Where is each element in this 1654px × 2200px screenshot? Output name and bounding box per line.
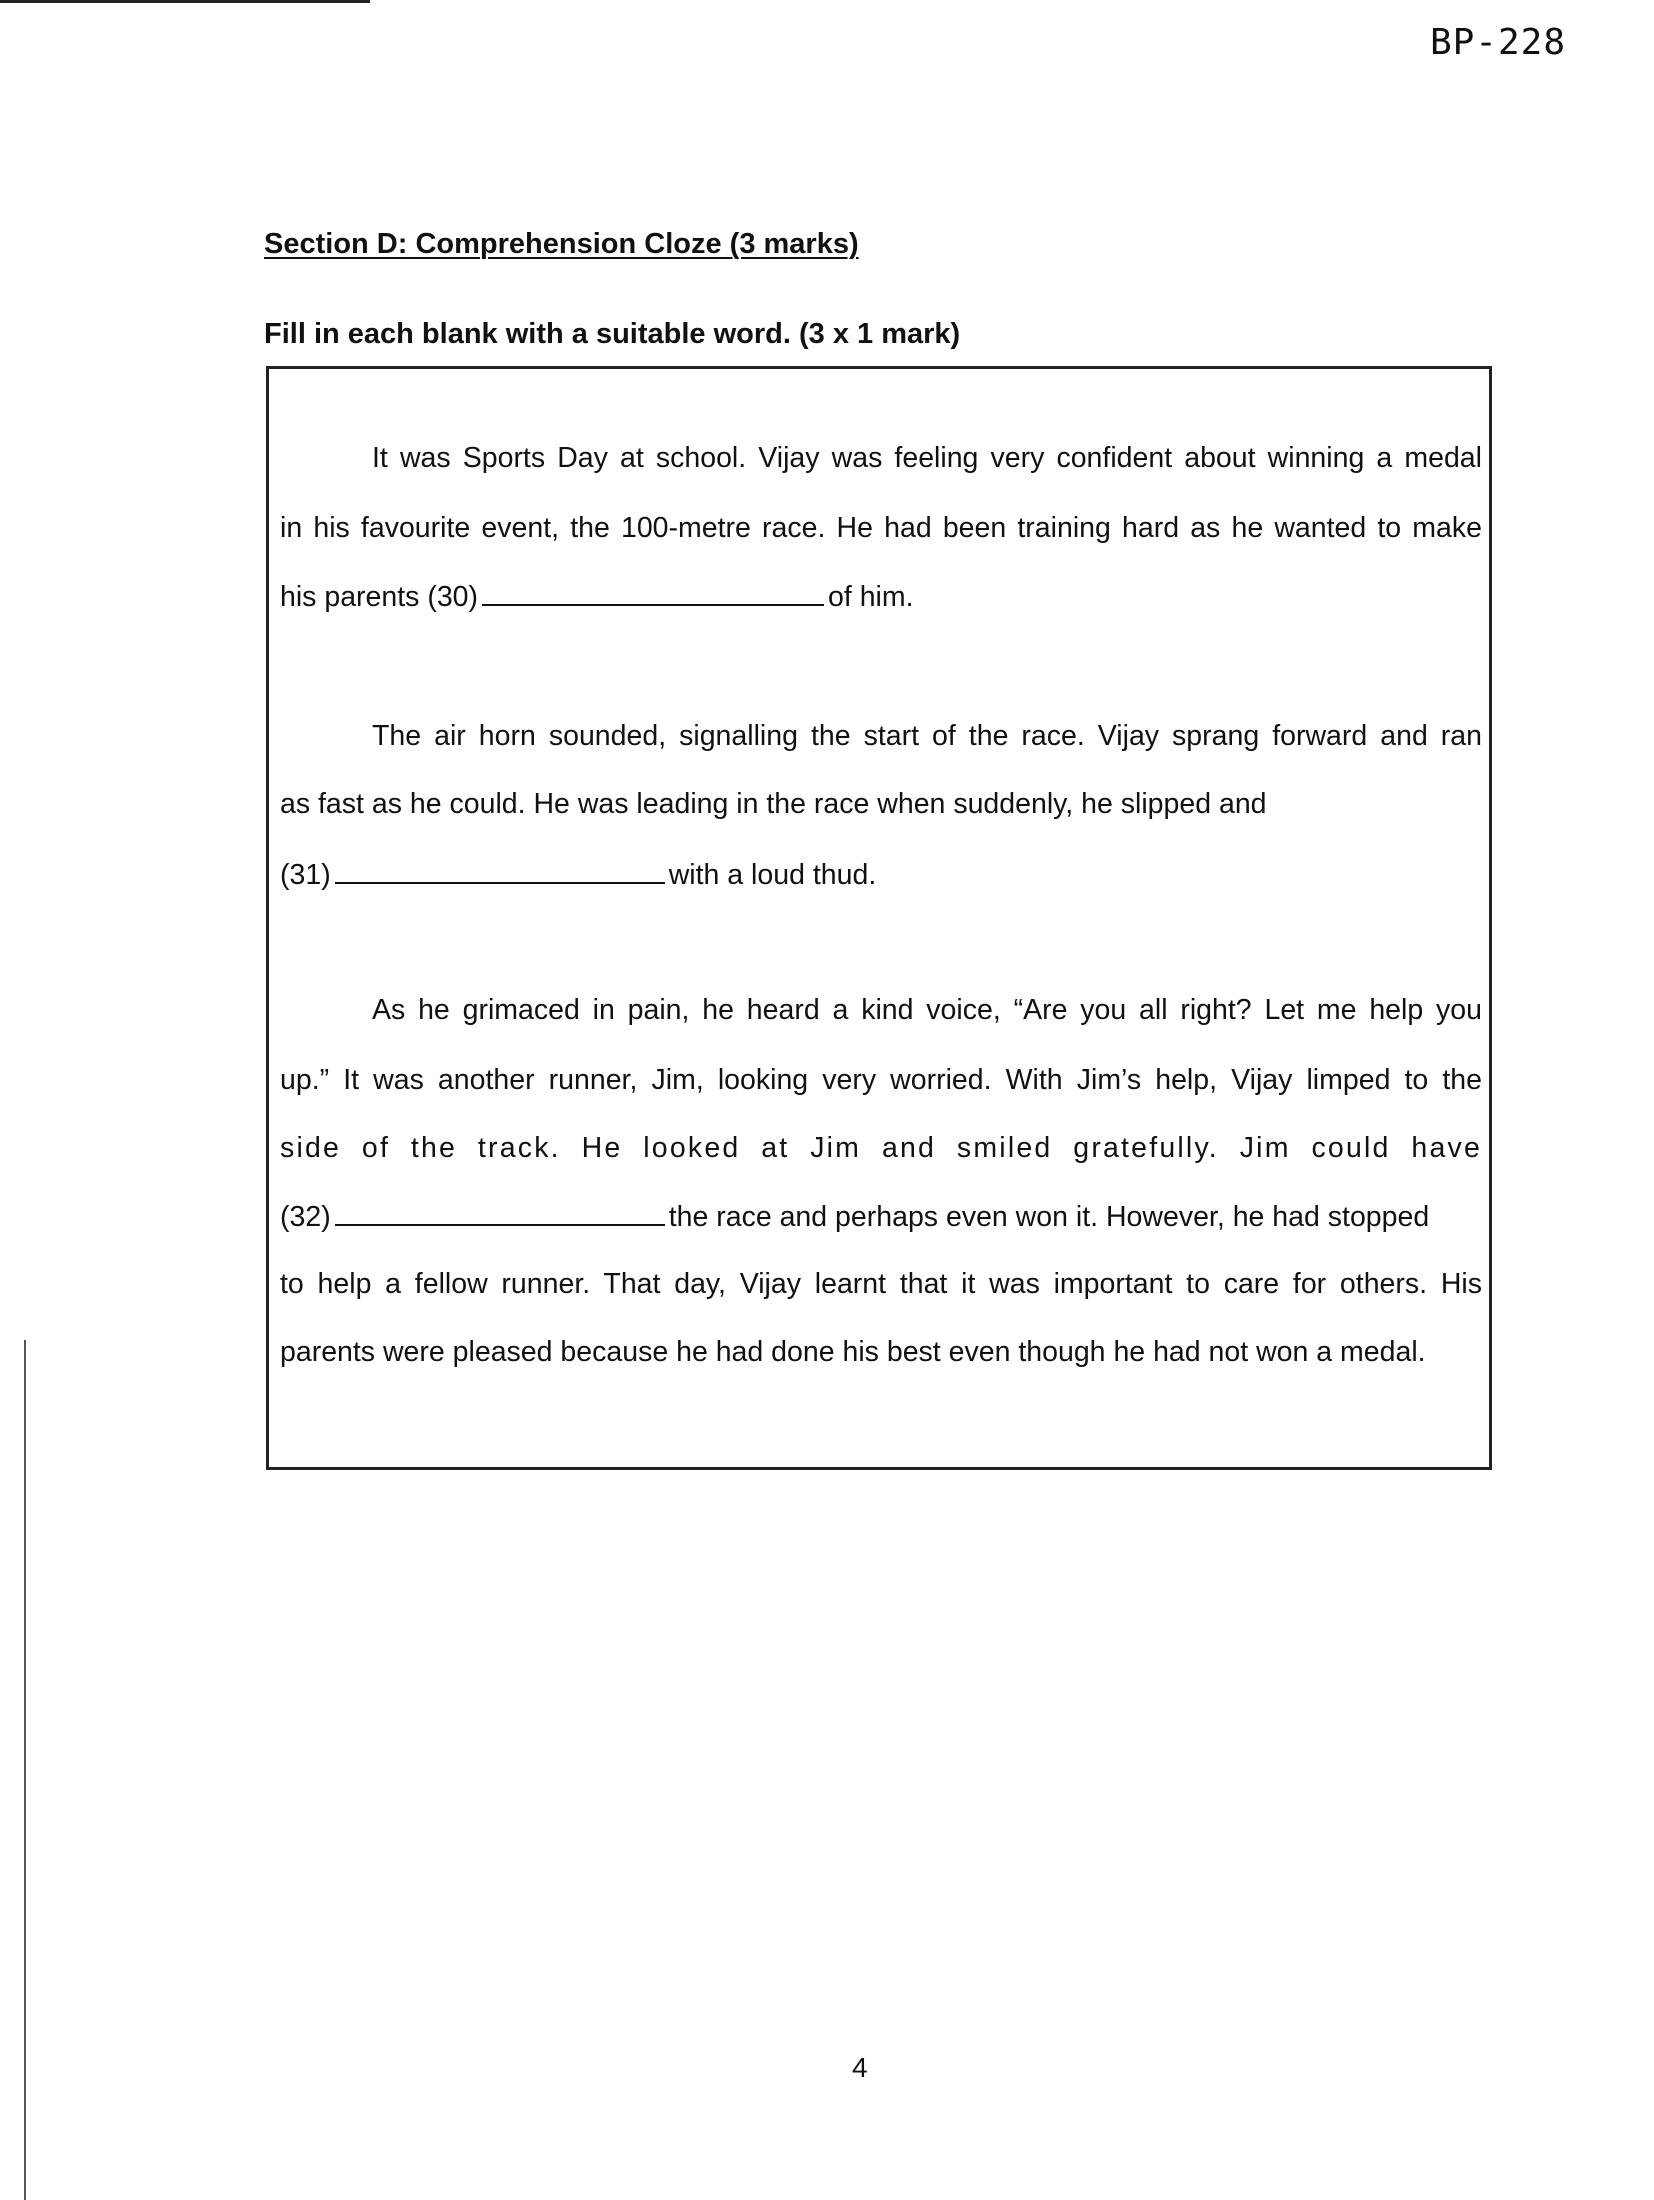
page-number: 4 bbox=[852, 2052, 868, 2083]
passage-line: parents were pleased because he had done his best even though he had not won a medal. bbox=[280, 1336, 1426, 1368]
passage-line: to help a fellow runner. That day, Vijay learnt that it was important to care for others. His bbox=[280, 1268, 1482, 1300]
instructions: Fill in each blank with a suitable word. (3 x 1 mark) bbox=[264, 318, 961, 350]
blank-30[interactable] bbox=[482, 578, 824, 606]
blank-30-label: his parents (30) bbox=[280, 581, 479, 613]
section-title: Section D: Comprehension Cloze (3 marks) bbox=[264, 228, 859, 260]
passage-line bbox=[280, 856, 1482, 893]
blank-32[interactable] bbox=[335, 1198, 665, 1226]
passage-line: up.” It was another runner, Jim, looking very worried. With Jim’s help, Vijay limped to the bbox=[280, 1064, 1482, 1096]
passage-line: as fast as he could. He was leading in the race when suddenly, he slipped and bbox=[280, 788, 1267, 820]
blank-31-label: (31) bbox=[280, 859, 331, 891]
margin-rule bbox=[24, 1340, 26, 2200]
passage-line bbox=[280, 578, 1482, 615]
blank-32-label: (32) bbox=[280, 1201, 331, 1233]
passage-line: in his favourite event, the 100-metre race. He had been training hard as he wanted to make bbox=[280, 512, 1482, 544]
passage-line: As he grimaced in pain, he heard a kind voice, “Are you all right? Let me help you bbox=[372, 994, 1482, 1026]
passage-text: of him. bbox=[828, 581, 914, 613]
passage-text: with a loud thud. bbox=[668, 859, 877, 891]
page-code: BP-228 bbox=[1429, 22, 1566, 63]
passage-line: side of the track. He looked at Jim and smiled gratefully. Jim could have bbox=[280, 1132, 1482, 1164]
passage-line: The air horn sounded, signalling the start of the race. Vijay sprang forward and ran bbox=[372, 720, 1482, 752]
passage-line: It was Sports Day at school. Vijay was feeling very confident about winning a medal bbox=[372, 442, 1482, 474]
blank-31[interactable] bbox=[335, 856, 665, 884]
passage-text: the race and perhaps even won it. However, he had stopped bbox=[668, 1201, 1430, 1233]
passage-line bbox=[280, 1198, 1482, 1235]
top-rule bbox=[0, 0, 370, 3]
